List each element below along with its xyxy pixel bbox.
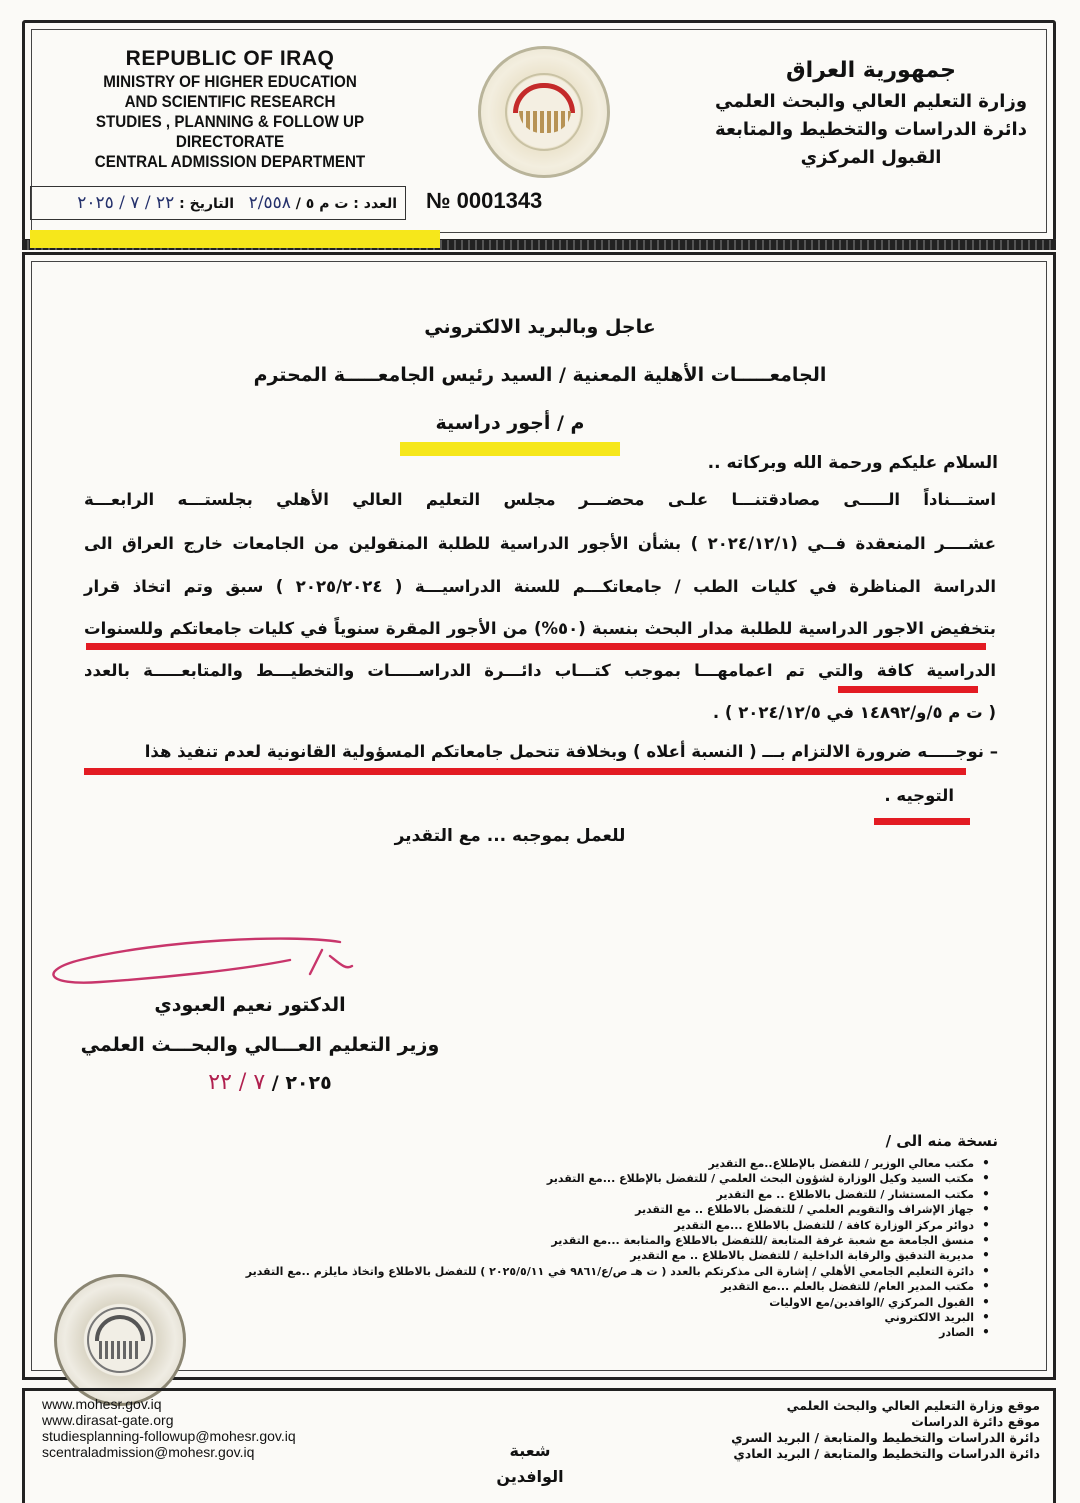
header-ar-line: وزارة التعليم العالي والبحث العلمي xyxy=(714,91,1028,113)
header-ar-line: جمهورية العراق xyxy=(786,58,956,83)
paragraph-line: استـــناداً الـــــى مصادقتنـــا علـى محضـــر مجلس التعليم العالي الأهلي بجلستـــه الرابعـــة xyxy=(84,490,996,509)
cc-list xyxy=(138,1156,998,1341)
paragraph-line: بتخفيض الاجور الدراسية للطلبة مدار البحث بنسبة (٥٠%) من الأجور المقرة سنوياً في كليات جامعاتكم وللسنوات xyxy=(84,619,996,638)
cc-item: • دائرة التعليم الجامعي الأهلي / إشارة الى مذكرتكم بالعدد ( ت هـ ص/ع/٩٨٦١ في ٢٠٢٥/٥/١١ ) للتفضل بالاطلاع واتخاذ مايلزم ..مع التقدير xyxy=(138,1264,998,1279)
paragraph-line: عشــــر المنعقدة فــي (٢٠٢٤/١٢/١ ) بشأن الأجور الدراسية للطلبة المنقولين من الجامعات خارج العراق الى xyxy=(84,534,996,553)
cc-item: • مكتب معالي الوزير / للتفضل بالإطلاع..مع التقدير xyxy=(138,1156,998,1171)
cc-item: • جهاز الإشراف والتقويم العلمي / للتفضل بالاطلاع .. مع التقدير xyxy=(138,1202,998,1217)
closing-regards: للعمل بموجبه ... مع التقدير xyxy=(394,826,626,846)
cc-heading: نسخة منه الى / xyxy=(885,1132,998,1150)
ministry-seal-bottom xyxy=(54,1274,186,1406)
cc-item: • مكتب السيد وكيل الوزارة لشؤون البحث العلمي / للتفضل بالإطلاع ...مع التقدير xyxy=(138,1171,998,1186)
ref-value: ٢/٥٥٨ xyxy=(248,193,291,213)
header-english xyxy=(40,46,420,172)
handwritten-signature xyxy=(40,930,360,1000)
cc-item: • مديرية التدقيق والرقابة الداخلية / للتفضل بالاطلاع .. مع التقدير xyxy=(138,1248,998,1263)
footer-section xyxy=(470,1438,590,1490)
underline-red xyxy=(86,643,986,650)
header-ar-line: دائرة الدراسات والتخطيط والمتابعة xyxy=(715,118,1027,140)
footer-english xyxy=(42,1396,296,1460)
underline-red xyxy=(838,686,978,693)
urgent-line: عاجل وبالبريد الالكتروني xyxy=(424,316,656,338)
signature-date-handwritten: ٧ / ٢٢ xyxy=(208,1070,266,1095)
greeting: السلام عليكم ورحمة الله وبركاته .. xyxy=(707,453,998,473)
footer-section-line: الوافدين xyxy=(496,1467,564,1486)
date-value: ٢٢ / ٧ / ٢٠٢٥ xyxy=(77,193,175,213)
underline-red xyxy=(874,818,970,825)
footer-arabic xyxy=(710,1398,1040,1462)
cc-item: • مكتب المدير العام/ للتفضل بالعلم ...مع التقدير xyxy=(138,1279,998,1294)
paragraph-line: الدراسة المناظرة في كليات الطب / جامعاتكـــم للسنة الدراسيـــة ( ٢٠٢٥/٢٠٢٤ ) سبق وتم اتخاذ قرار xyxy=(84,577,996,596)
footer-ar-line: دائرة الدراسات والتخطيط والمتابعة / البريد العادي xyxy=(733,1446,1040,1461)
cc-item: • الصادر xyxy=(138,1325,998,1340)
signature-date-year: ٢٠٢٥ / xyxy=(271,1072,332,1094)
cc-item: • دوائر مركز الوزارة كافة / للتفضل بالاطلاع ...مع التقدير xyxy=(138,1218,998,1233)
highlight-subject xyxy=(400,442,620,456)
footer-link[interactable]: www.mohesr.gov.iq xyxy=(42,1396,162,1412)
header-en-line: REPUBLIC OF IRAQ xyxy=(125,47,335,70)
highlight-reference xyxy=(30,230,440,248)
paragraph-line: الدراسية كافة والتي تم اعمامهـــا بموجب كتـــاب دائـــرة الدراســـــات والتخطيـــط والمتابعـــــة بالعدد xyxy=(84,661,996,680)
header-en-line: CENTRAL ADMISSION DEPARTMENT xyxy=(94,153,366,172)
header-en-line: AND SCIENTIFIC RESEARCH xyxy=(124,92,336,111)
serial-number: № 0001343 xyxy=(426,188,543,213)
subject-line: م / أجور دراسية xyxy=(435,412,585,434)
reference-box xyxy=(30,186,406,220)
footer-ar-line: موقع دائرة الدراسات xyxy=(911,1414,1040,1429)
paragraph-line: ( ت م ٥/و/١٤٨٩٢ في ٢٠٢٤/١٢/٥ ) . xyxy=(712,703,996,722)
footer-link[interactable]: studiesplanning-followup@mohesr.gov.iq xyxy=(42,1428,296,1444)
footer-link[interactable]: scentraladmission@mohesr.gov.iq xyxy=(42,1444,255,1460)
signer-name: الدكتور نعيم العبودي xyxy=(154,994,346,1016)
ministry-seal-top xyxy=(478,46,610,178)
cc-item: • منسق الجامعة مع شعبة غرفة المتابعة /للتفضل بالاطلاع والمتابعة ...مع التقدير xyxy=(138,1233,998,1248)
footer-ar-line: دائرة الدراسات والتخطيط والمتابعة / البريد السري xyxy=(731,1430,1040,1445)
cc-item: • مكتب المستشار / للتفضل بالاطلاع .. مع التقدير xyxy=(138,1187,998,1202)
addressee-line: الجامعـــــات الأهلية المعنية / السيد رئيس الجامعـــــة المحترم xyxy=(253,364,827,386)
signer-title: وزير التعليم العـــالي والبحـــث العلمي xyxy=(80,1034,440,1056)
header-en-line: MINISTRY OF HIGHER EDUCATION xyxy=(103,72,357,91)
footer-link[interactable]: www.dirasat-gate.org xyxy=(42,1412,174,1428)
directive-continuation: التوجيه . xyxy=(884,786,954,805)
footer-ar-line: موقع وزارة التعليم العالي والبحث العلمي xyxy=(786,1398,1040,1413)
header-ar-line: القبول المركزي xyxy=(800,146,942,168)
ref-label: العدد : ت م ٥ / xyxy=(295,196,397,212)
signature-date xyxy=(150,1070,390,1095)
directive-line: – نوجـــــه ضرورة الالتزام بـــ ( النسبة أعلاه ) وبخلافة تتحمل جامعاتكم المسؤولية القانونية لعدم تنفيذ هذا xyxy=(144,742,998,761)
header-en-line: STUDIES , PLANNING & FOLLOW UP DIRECTORATE xyxy=(95,112,365,151)
header-arabic xyxy=(706,54,1036,172)
cc-item: • القبول المركزي /الوافدين/مع الاوليات xyxy=(138,1295,998,1310)
cc-item: • البريد الالكتروني xyxy=(138,1310,998,1325)
underline-red xyxy=(84,768,966,775)
date-label: التاريخ : xyxy=(179,196,235,212)
footer-section-line: شعبة xyxy=(509,1441,551,1460)
